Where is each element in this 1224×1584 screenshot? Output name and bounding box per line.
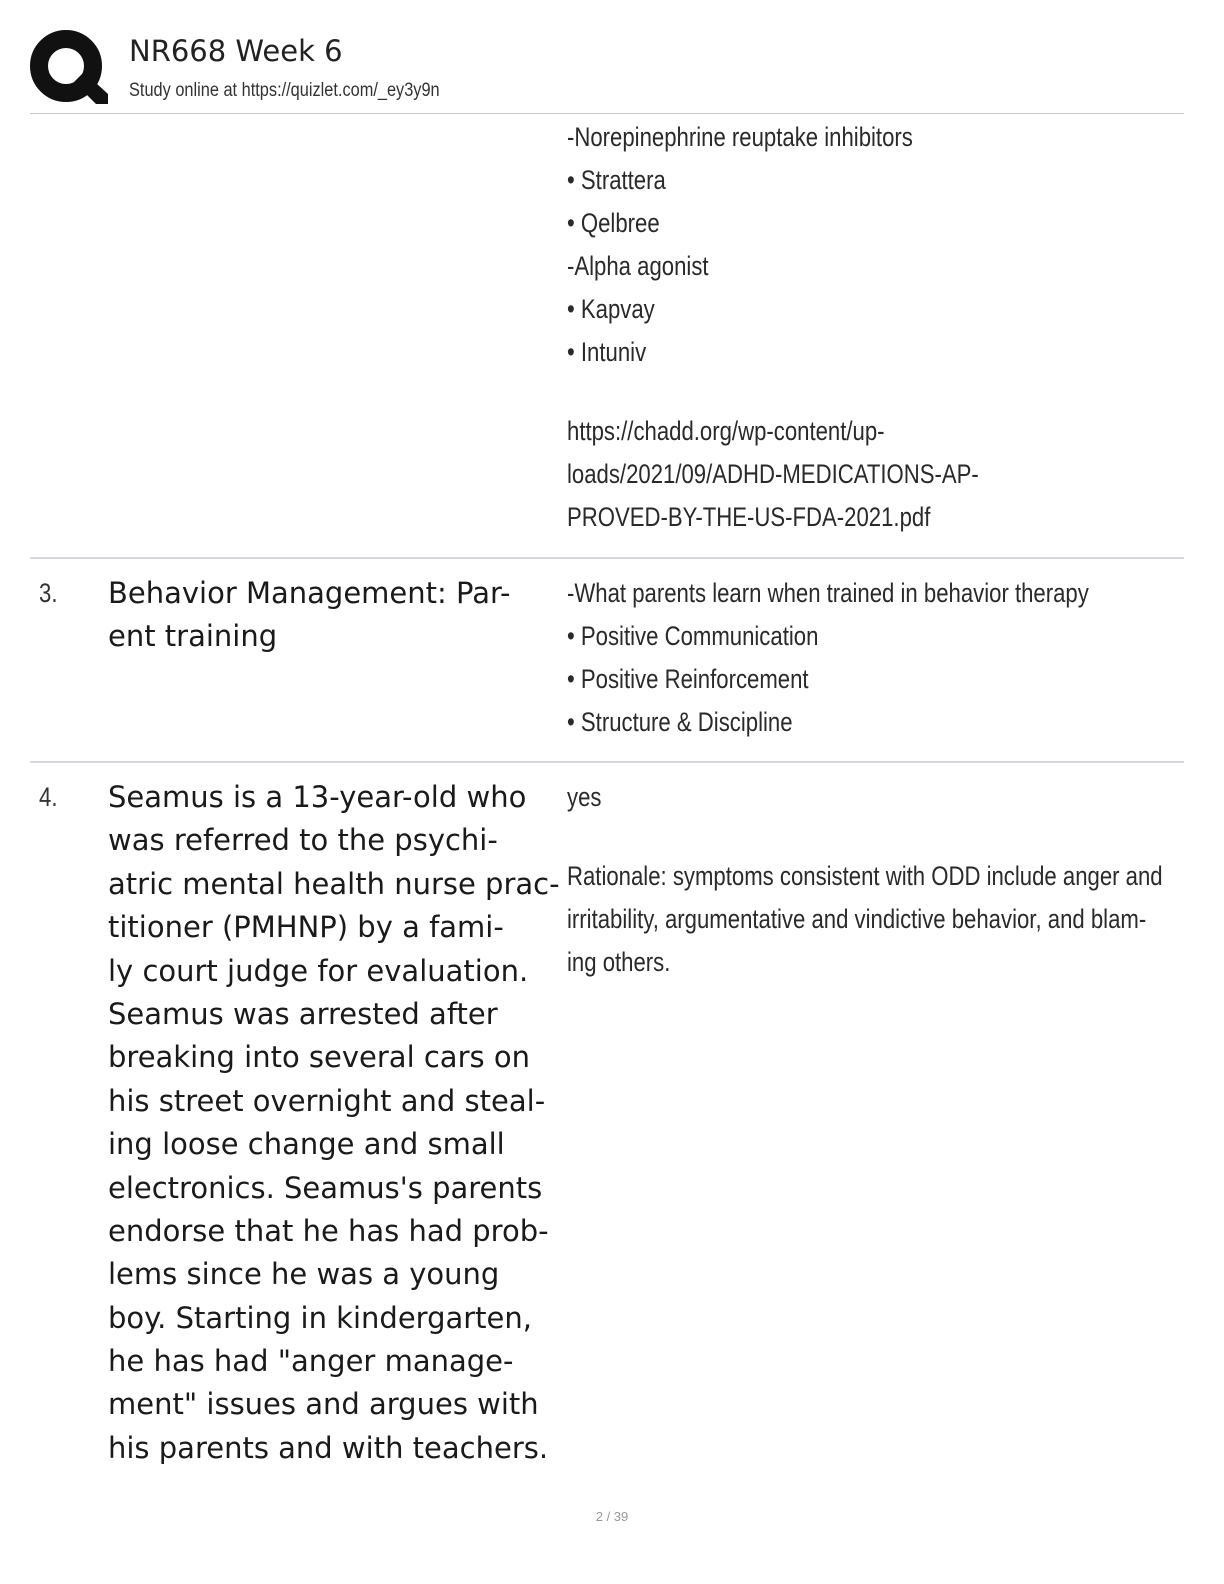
page-number: 2 / 39	[595, 1509, 629, 1524]
card-divider	[30, 557, 1184, 559]
answer: yes	[567, 782, 602, 812]
card-divider	[30, 761, 1184, 763]
term-line: Behavior Management: Par-	[108, 576, 511, 610]
definition-line: • Intuniv	[567, 337, 647, 367]
definition-line: -Alpha agonist	[567, 251, 709, 281]
term-line: boy. Starting in kindergarten,	[108, 1300, 532, 1335]
card-number: 3.	[39, 578, 58, 608]
term-line: ent training	[108, 619, 278, 654]
term-line: Seamus was arrested after	[108, 996, 498, 1031]
term-line: his parents and with teachers.	[108, 1430, 549, 1465]
rationale-line: ing others.	[567, 947, 671, 977]
term-line: ment" issues and argues with	[108, 1387, 539, 1422]
card-definition	[567, 776, 1163, 984]
definition-line: • Positive Reinforcement	[567, 664, 809, 694]
card-term	[108, 572, 511, 659]
card-number: 4.	[39, 782, 58, 812]
reference-url[interactable]: loads/2021/09/ADHD-MEDICATIONS-AP-	[567, 459, 979, 489]
reference-url[interactable]: PROVED-BY-THE-US-FDA-2021.pdf	[567, 502, 931, 532]
term-line: was referred to the psychi-	[108, 823, 498, 858]
header-divider	[30, 113, 1184, 114]
card-term	[108, 776, 560, 1470]
reference-url[interactable]: https://chadd.org/wp-content/up-	[567, 416, 885, 446]
page-header	[30, 28, 1184, 114]
definition-line: -Norepinephrine reuptake inhibitors	[567, 122, 913, 152]
definition-line: -What parents learn when trained in behavior therapy	[567, 578, 1089, 608]
rationale-line: Rationale: symptoms consistent with ODD include anger and	[567, 861, 1163, 891]
rationale-line: irritability, argumentative and vindictive behavior, and blam-	[567, 904, 1147, 934]
definition-line: • Positive Communication	[567, 621, 819, 651]
term-line: ing loose change and small	[108, 1127, 505, 1162]
term-line: his street overnight and steal-	[108, 1083, 546, 1118]
deck-title: NR668 Week 6	[129, 34, 343, 68]
term-line: electronics. Seamus's parents	[108, 1170, 543, 1205]
definition-line: • Strattera	[567, 165, 666, 195]
term-line: ly court judge for evaluation.	[108, 953, 529, 988]
term-line: he has had "anger manage-	[108, 1344, 514, 1379]
continued-definition	[567, 116, 979, 539]
term-line: lems since he was a young	[108, 1257, 500, 1292]
study-online-link[interactable]: Study online at https://quizlet.com/_ey3y9n	[129, 80, 440, 101]
term-line: atric mental health nurse prac-	[108, 866, 560, 901]
definition-line: • Kapvay	[567, 294, 655, 324]
definition-line: • Structure & Discipline	[567, 707, 793, 737]
card-definition	[567, 572, 1089, 744]
term-line: titioner (PMHNP) by a fami-	[108, 910, 504, 945]
definition-line: • Qelbree	[567, 208, 660, 238]
term-line: breaking into several cars on	[108, 1040, 530, 1075]
quizlet-logo-icon	[30, 30, 108, 108]
term-line: Seamus is a 13-year-old who	[108, 780, 527, 814]
term-line: endorse that he has had prob-	[108, 1213, 549, 1248]
